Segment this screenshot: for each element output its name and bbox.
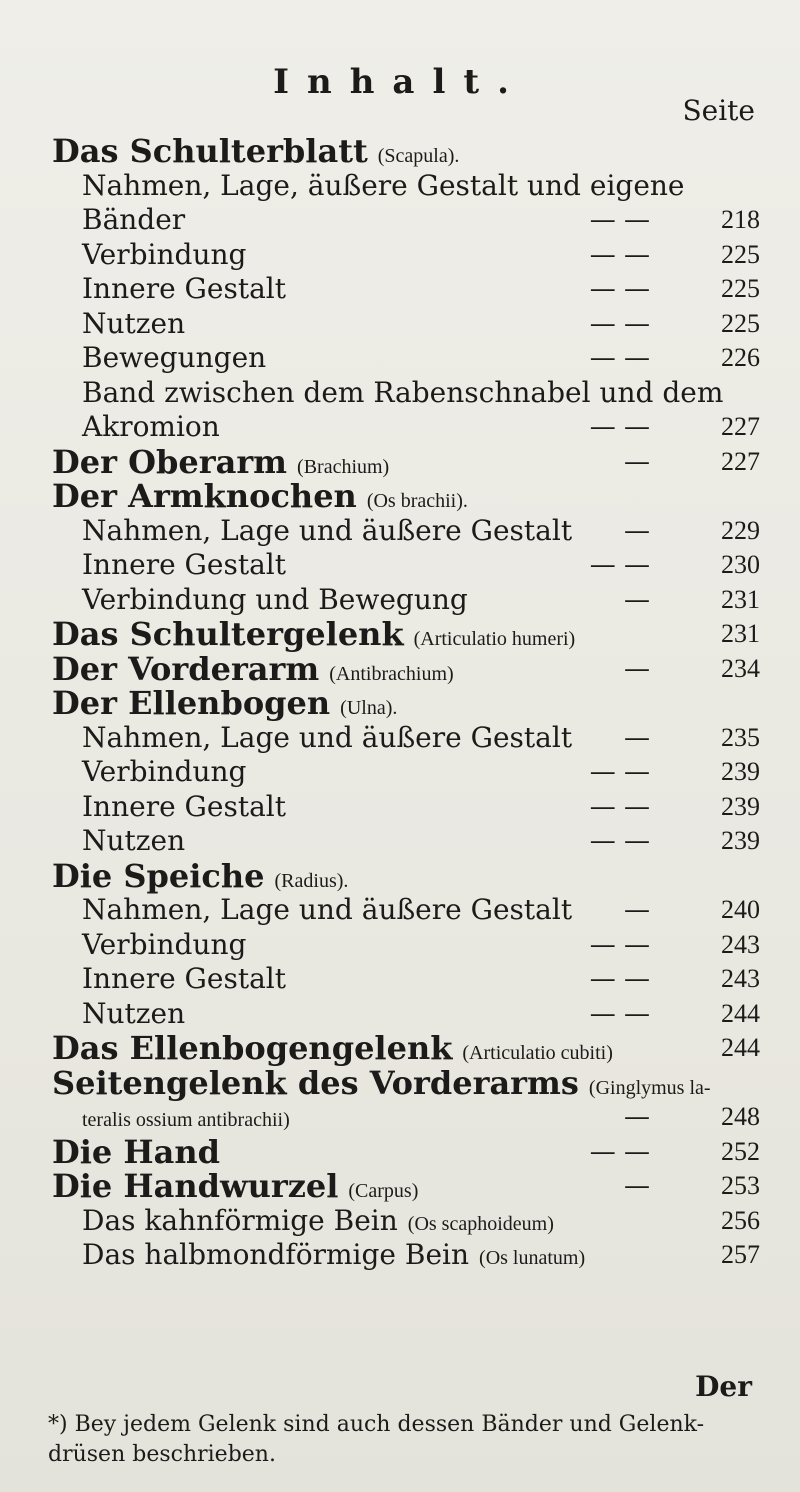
toc-entry-text: Die Hand [52,1132,221,1171]
toc-row [82,962,800,996]
toc-entry-text: Innere Gestalt [82,962,287,995]
toc-entry-latin: (Ginglymus la- [588,1076,711,1099]
toc-entry-dashes: — — [589,308,650,339]
toc-entry-text: Das Schultergelenk [52,615,404,653]
catchword: Der [695,1370,752,1403]
toc-entry-page: 239 [721,791,760,821]
toc-entry-latin: (Carpus) [348,1180,419,1202]
toc-entry-page: 244 [721,998,760,1028]
toc-entry-latin: (Ulna). [340,697,398,719]
toc-entry-page: 252 [721,1136,760,1166]
toc-entry-dashes: — [624,515,650,546]
toc-entry-text: Verbindung [82,927,247,961]
toc-entry-page: 234 [721,653,760,683]
toc-row [82,514,800,548]
toc-row [52,649,800,688]
toc-row [82,203,800,237]
toc-entry-text: Der Oberarm [52,442,288,481]
toc-entry-dashes: — — [589,412,650,442]
toc-entry-dashes: — — [589,929,650,960]
toc-entry-text: Bänder [82,203,186,236]
toc-entry-latin: (Scapula). [377,145,460,167]
toc-row [52,1063,800,1102]
toc-row [52,1031,800,1065]
toc-entry-page: 225 [721,308,760,338]
toc-row [52,1132,800,1171]
toc-entry-dashes: — — [589,826,650,856]
footnote-line: drüsen beschrieben. [48,1442,276,1467]
toc-row [82,238,800,272]
toc-entry-page: 248 [721,1102,760,1131]
toc-entry-text: Verbindung [82,237,247,271]
toc-row [52,856,800,895]
toc-entry-text: Das Ellenbogengelenk [52,1029,453,1067]
toc-entry-text: Nutzen [82,824,186,857]
toc-row [52,686,800,720]
toc-entry-latin: (Antibrachium) [329,662,454,685]
toc-row [82,893,800,927]
toc-entry-page: 256 [721,1205,760,1235]
toc-entry-text: Der Vorderarm [52,649,320,688]
toc-row [82,755,800,789]
toc-entry-latin: (Articulatio cubiti) [462,1042,613,1064]
toc-entry-text: Verbindung [82,755,247,788]
toc-entry-page: 230 [721,550,760,579]
toc-entry-text: Verbindung und Bewegung [82,582,468,616]
page-header [0,62,800,102]
toc-row [52,134,800,168]
toc-entry-dashes: — — [589,791,650,822]
toc-entry-latin: (Os lunatum) [479,1247,586,1269]
toc-row [82,1204,800,1238]
toc-entry-page: 231 [721,619,760,648]
toc-entry-page: 231 [721,584,760,614]
toc-entry-page: 227 [721,446,760,476]
toc-entry-dashes: — — [589,550,650,580]
toc-entry-latin: (Os brachii). [366,490,468,512]
toc-entry-page: 239 [721,826,760,855]
toc-entry-text: Bewegungen [82,341,267,374]
toc-entry-text: Nutzen [82,996,186,1030]
toc-row [82,341,800,375]
toc-row [82,824,800,858]
page-title: Inhalt. [273,62,527,102]
toc-row [82,997,800,1031]
toc-entry-dashes: — [624,653,650,684]
toc-row [52,442,800,481]
toc-row [82,376,800,410]
toc-entry-dashes: — — [589,1136,650,1167]
toc-row [82,548,800,582]
toc-entry-text: Band zwischen dem Rabenschnabel und dem [82,375,724,409]
toc-row [82,410,800,444]
toc-entry-dashes: — [624,584,650,615]
toc-entry-dashes: — — [589,205,650,235]
toc-entry-page: 226 [721,343,760,372]
toc-entry-text: Akromion [82,410,220,443]
toc-entry-page: 225 [721,239,760,269]
toc-entry-dashes: — [624,895,650,925]
toc-entry-page: 244 [721,1033,760,1062]
toc-entry-page: 253 [721,1171,760,1200]
toc-entry-latin: (Articulatio humeri) [413,628,576,650]
toc-entry-text: Die Speiche [52,856,265,895]
toc-entry-dashes: — — [589,274,650,304]
toc-entry-page: 229 [721,515,760,545]
toc-entry-latin: (Brachium) [297,455,390,478]
toc-entry-text: Nahmen, Lage, äußere Gestalt und eigene [82,168,685,202]
toc-row [52,617,800,651]
toc-entry-page: 235 [721,722,760,752]
toc-entry-dashes: — [624,1102,650,1132]
toc-entry-text: Nahmen, Lage und äußere Gestalt [82,720,573,754]
toc-entry-text: Das kahnförmige Bein [82,1203,398,1237]
toc-entry-page: 257 [721,1240,760,1269]
toc-entry-page: 243 [721,964,760,993]
toc-entry-text: Innere Gestalt [82,789,287,823]
toc-entry-page: 240 [721,895,760,924]
toc-entry-dashes: — — [589,998,650,1029]
page-column-label: Seite [682,94,755,127]
toc-entry-text: Das Schulterblatt [52,132,368,170]
toc-entry-dashes: — [624,1171,650,1201]
toc-row [82,1100,800,1134]
toc-row [82,272,800,306]
toc-entry-text: Das halbmondförmige Bein [82,1238,470,1271]
toc-entry-latin: (Radius). [274,869,349,892]
toc-entry-dashes: — [624,446,650,477]
toc-entry-text: Innere Gestalt [82,272,287,305]
toc-row [82,721,800,755]
toc-row [82,790,800,824]
toc-entry-text: Der Armknochen [52,477,357,515]
toc-entry-text: Innere Gestalt [82,548,287,581]
toc-entry-text: Nutzen [82,306,186,340]
toc-row [52,1169,800,1203]
toc-row [82,583,800,617]
toc-entry-page: 239 [721,757,760,786]
toc-row [82,169,800,203]
toc-entry-dashes: — — [589,343,650,373]
toc-entry-text: Nahmen, Lage und äußere Gestalt [82,893,573,926]
toc-entry-page: 225 [721,274,760,303]
toc-entry-latin: teralis ossium antibrachii) [82,1109,290,1131]
toc-row [82,307,800,341]
toc-entry-text: Nahmen, Lage und äußere Gestalt [82,513,573,547]
toc-entry-dashes: — — [589,964,650,994]
toc-entry-dashes: — [624,722,650,753]
toc-entry-page: 218 [721,205,760,234]
footnote-line: *) Bey jedem Gelenk sind auch dessen Bänder und Gelenk- [48,1412,705,1437]
toc-entry-text: Die Handwurzel [52,1167,339,1205]
toc-entry-text: Seitengelenk des Vorderarms [52,1063,579,1102]
toc-row [82,928,800,962]
toc-entry-text: Der Ellenbogen [52,684,331,722]
toc-entry-dashes: — — [589,757,650,787]
toc-entry-page: 227 [721,412,760,441]
toc-row [82,1238,800,1272]
toc-entry-latin: (Os scaphoideum) [407,1212,554,1235]
footnote [48,1410,758,1470]
toc-entry-dashes: — — [589,239,650,270]
toc-row [52,479,800,513]
toc-entry-page: 243 [721,929,760,959]
